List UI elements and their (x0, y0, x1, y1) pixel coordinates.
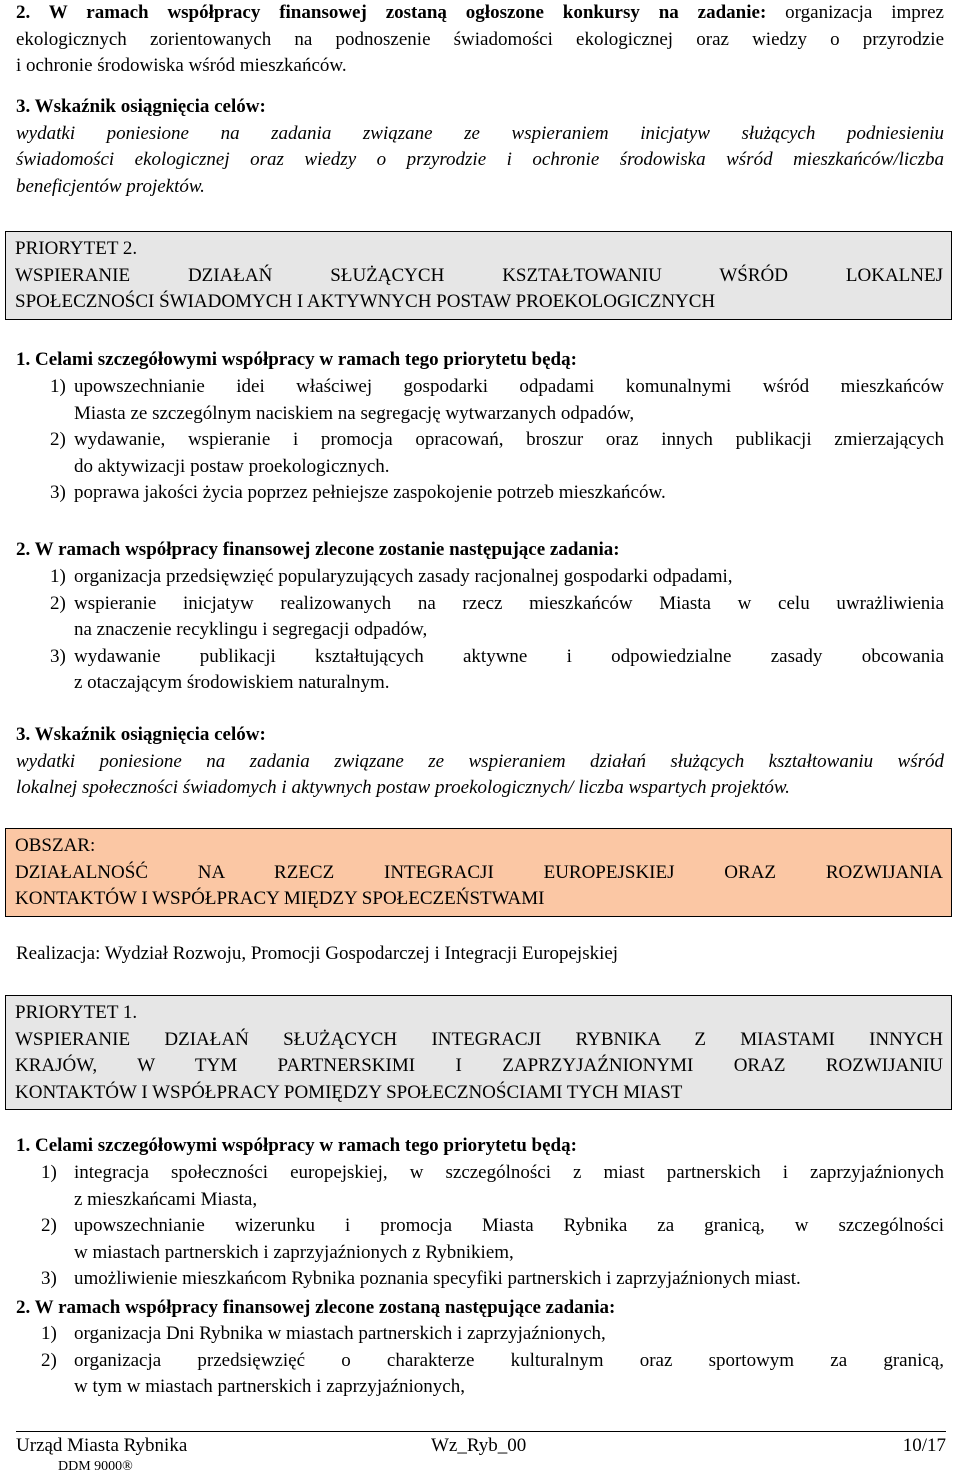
list-item-number: 2) (50, 592, 66, 614)
list-item-text: upowszechnianie wizerunku i promocja Miasta Rybnika za granicą, w szczególności (74, 1215, 944, 1236)
realization-line: Realizacja: Wydział Rozwoju, Promocji Gospodarczej i Integracji Europejskiej (16, 943, 619, 964)
section-2-tasks-top (16, 0, 944, 80)
list-item-text: integracja społeczności europejskiej, w szczególności z miast partnerskich i zaprzyjaźnionych (74, 1162, 944, 1183)
list-item-text-continued: Miasta ze szczególnym naciskiem na segregację wytwarzanych odpadów, (74, 402, 635, 424)
list-item-number: 2) (41, 1215, 57, 1236)
area-box (5, 828, 952, 917)
list-item-number: 1) (50, 566, 66, 587)
list-item-number: 3) (50, 482, 66, 503)
priority-title: PRIORYTET 2. (15, 238, 138, 259)
p1-goals-heading: 1. Celami szczegółowymi współpracy w ramach tego priorytetu będą: (16, 1135, 577, 1156)
list-item-text: wspieranie inicjatyw realizowanych na rzecz mieszkańców Miasta w celu uwrażliwienia (74, 592, 944, 614)
list-item-text-continued: do aktywizacji postaw proekologicznych. (74, 455, 390, 477)
priority-text: KRAJÓW, W TYM PARTNERSKIMI I ZAPRZYJAŹNIONYMI ORAZ ROZWIJANIU (15, 1055, 943, 1076)
footer-ddm-mark: DDM 9000® (58, 1459, 133, 1474)
p2-indicator (16, 722, 944, 802)
list-item-text-continued: z mieszkańcami Miasta, (74, 1188, 258, 1210)
list-item-number: 3) (50, 645, 66, 667)
footer-office: Urząd Miasta Rybnika (16, 1435, 188, 1456)
p2-tasks-heading: 2. W ramach współpracy finansowej zlecone zostanie następujące zadania: (16, 539, 620, 560)
priority-2-box (5, 231, 952, 320)
p2-goals-heading: 1. Celami szczegółowymi współpracy w ramach tego priorytetu będą: (16, 349, 577, 370)
list-item-text-continued: z otaczającym środowiskiem naturalnym. (74, 672, 390, 693)
list-item-text: organizacja Dni Rybnika w miastach partnerskich i zaprzyjaźnionych, (74, 1323, 606, 1344)
priority-title: PRIORYTET 1. (15, 1002, 138, 1023)
area-text: DZIAŁALNOŚĆ NA RZECZ INTEGRACJI EUROPEJSKIEJ ORAZ ROZWIJANIA (15, 861, 943, 883)
list-item-number: 2) (41, 1349, 57, 1371)
priority-text: WSPIERANIE DZIAŁAŃ SŁUŻĄCYCH KSZTAŁTOWANIU WŚRÓD LOKALNEJ (15, 264, 943, 286)
section-heading: 3. Wskaźnik osiągnięcia celów: (16, 724, 266, 745)
list-item-text-continued: w tym w miastach partnerskich i zaprzyjaźnionych, (74, 1376, 465, 1397)
list-item-number: 3) (41, 1268, 57, 1289)
priority-1-box (5, 995, 952, 1110)
list-item-text: poprawa jakości życia poprzez pełniejsze zaspokojenie potrzeb mieszkańców. (74, 482, 666, 503)
p1-tasks-heading: 2. W ramach współpracy finansowej zlecone zostaną następujące zadania: (16, 1297, 616, 1318)
page-footer (16, 1431, 946, 1456)
list-item-text-continued: na znaczenie recyklingu i segregacji odpadów, (74, 619, 428, 640)
footer-doc-code: Wz_Ryb_00 (431, 1435, 527, 1456)
list-item-text: upowszechnianie idei właściwej gospodarki odpadami komunalnymi wśród mieszkańców (74, 376, 944, 397)
priority-text: WSPIERANIE DZIAŁAŃ SŁUŻĄCYCH INTEGRACJI RYBNIKA Z MIASTAMI INNYCH (15, 1028, 943, 1050)
list-item-number: 1) (41, 1323, 57, 1344)
list-item-text: organizacja przedsięwzięć o charakterze kulturalnym oraz sportowym za granicą, (74, 1349, 944, 1371)
list-item-text: organizacja przedsięwzięć popularyzujących zasady racjonalnej gospodarki odpadami, (74, 566, 733, 587)
priority-text: KONTAKTÓW I WSPÓŁPRACY POMIĘDZY SPOŁECZNOŚCIAMI TYCH MIAST (15, 1081, 683, 1103)
list-item-number: 1) (50, 376, 66, 397)
list-item-number: 2) (50, 429, 66, 450)
list-item-number: 1) (41, 1162, 57, 1183)
section-heading: 3. Wskaźnik osiągnięcia celów: (16, 96, 266, 117)
italic-text: wydatki poniesione na zadania związane ze wspieraniem inicjatyw służących podniesieniu (16, 122, 944, 144)
list-item-text-continued: w miastach partnerskich i zaprzyjaźnionych z Rybnikiem, (74, 1241, 514, 1263)
body-text: organizacja imprez (766, 2, 944, 23)
body-text: ekologicznych zorientowanych na podnoszenie świadomości ekologicznej oraz wiedzy o przyrodzie (16, 28, 944, 50)
section-heading: 2. W ramach współpracy finansowej zostaną ogłoszone konkursy na zadanie: (16, 2, 767, 23)
list-item-text: umożliwienie mieszkańcom Rybnika poznania specyfiki partnerskich i zaprzyjaźnionych miast. (74, 1268, 801, 1289)
list-item-text: wydawanie, wspieranie i promocja opracowań, broszur oraz innych publikacji zmierzających (74, 429, 944, 450)
priority-text: SPOŁECZNOŚCI ŚWIADOMYCH I AKTYWNYCH POSTAW PROEKOLOGICZNYCH (15, 291, 716, 312)
italic-text: lokalnej społeczności świadomych i aktywnych postaw proekologicznych/ liczba wspartych projektów. (16, 777, 790, 798)
section-3-indicator-top (16, 94, 944, 200)
area-title: OBSZAR: (15, 835, 96, 856)
area-text: KONTAKTÓW I WSPÓŁPRACY MIĘDZY SPOŁECZEŃSTWAMI (15, 888, 545, 909)
italic-text: wydatki poniesione na zadania związane ze wspieraniem działań służących kształtowaniu wśród (16, 750, 944, 772)
body-text: i ochronie środowiska wśród mieszkańców. (16, 55, 347, 76)
footer-page-number: 10/17 (902, 1435, 946, 1456)
italic-text: beneficjentów projektów. (16, 175, 205, 197)
italic-text: świadomości ekologicznej oraz wiedzy o przyrodzie i ochronie środowiska wśród mieszkańców/liczba (16, 149, 944, 170)
list-item-text: wydawanie publikacji kształtujących aktywne i odpowiedzialne zasady obcowania (74, 645, 944, 667)
